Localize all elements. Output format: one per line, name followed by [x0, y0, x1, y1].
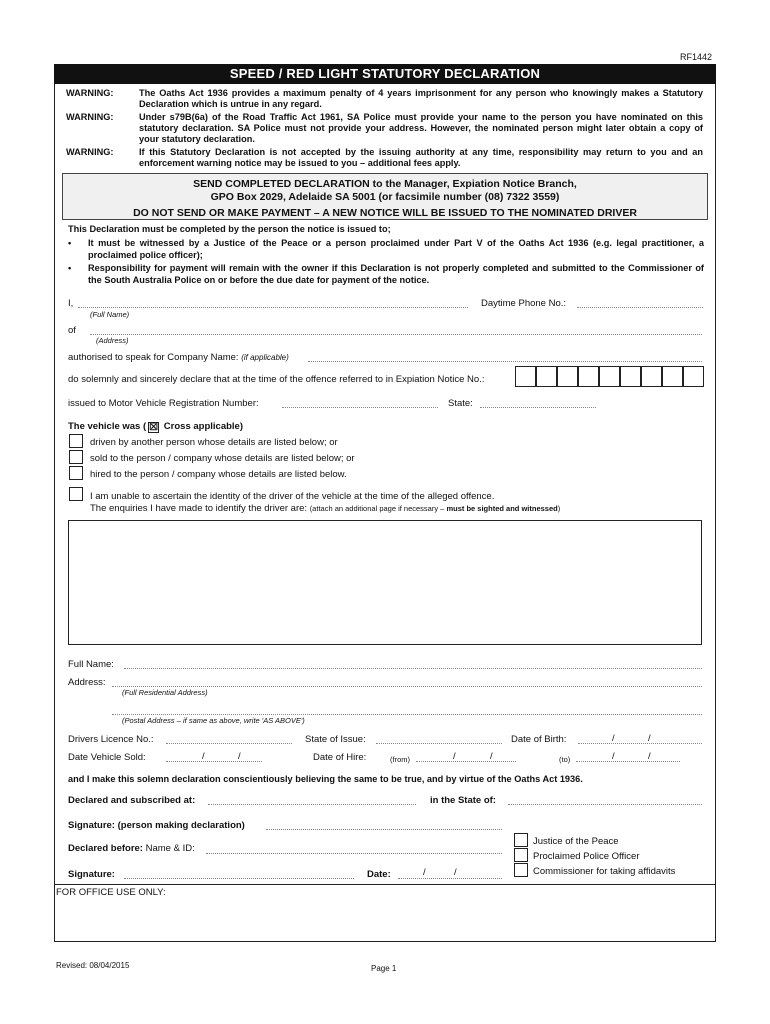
sold-to-label: sold to the person / company whose details are listed below; or — [90, 453, 355, 464]
declared-at-field[interactable] — [208, 804, 416, 805]
bullet-text: Responsibility for payment will remain with the owner if this Declaration is not properly completed and submitted to the Commissioner of the South Australia Police on or before the due date for payment of the notice. — [88, 263, 704, 285]
enquiries-label — [90, 503, 560, 514]
registration-field[interactable] — [282, 407, 438, 408]
office-use-divider — [54, 884, 716, 885]
cross-checkbox-icon: ☒ — [149, 422, 159, 433]
commissioner-checkbox[interactable] — [514, 863, 528, 877]
nominee-address-label: Address: — [68, 677, 106, 688]
expiation-digit-box-5[interactable] — [599, 366, 620, 387]
expiation-digit-box-2[interactable] — [536, 366, 557, 387]
i-label: I, — [68, 298, 74, 309]
witness-date-field[interactable] — [398, 878, 502, 879]
nominee-full-name-label: Full Name: — [68, 659, 114, 670]
warning-label-3: WARNING: — [66, 147, 114, 157]
hire-from-field[interactable] — [416, 761, 516, 762]
state-of-label: in the State of: — [430, 795, 496, 806]
full-address-hint: (Full Residential Address) — [122, 688, 208, 697]
vehicle-heading — [68, 421, 243, 433]
commissioner-label: Commissioner for taking affidavits — [533, 866, 676, 877]
vehicle-heading-pre: The vehicle was ( — [68, 421, 147, 432]
licence-field[interactable] — [166, 743, 292, 744]
bullet-icon: • — [68, 263, 72, 273]
enquiries-label-text: The enquiries I have made to identify the driver are: — [90, 503, 308, 514]
company-name-field[interactable] — [308, 361, 702, 362]
driven-by-checkbox[interactable] — [69, 434, 83, 448]
registration-label: issued to Motor Vehicle Registration Number: — [68, 398, 259, 409]
enquiries-note-bold: must be sighted and witnessed — [446, 504, 558, 513]
licence-label: Drivers Licence No.: — [68, 734, 154, 745]
daytime-phone-label: Daytime Phone No.: — [481, 298, 567, 309]
company-hint: (if applicable) — [241, 353, 289, 362]
enquiries-note-pre: (attach an additional page if necessary – — [309, 504, 445, 513]
nominee-full-name-field[interactable] — [124, 668, 702, 669]
expiation-digit-box-3[interactable] — [557, 366, 578, 387]
send-line-1: SEND COMPLETED DECLARATION to the Manager, Expiation Notice Branch, — [193, 178, 577, 190]
registration-state-field[interactable] — [480, 407, 596, 408]
bullet-item-responsibility — [68, 263, 704, 286]
address-field[interactable] — [90, 334, 702, 335]
police-officer-label: Proclaimed Police Officer — [533, 851, 640, 862]
expiation-digit-box-8[interactable] — [662, 366, 683, 387]
dob-slash-1: / — [612, 733, 615, 744]
state-of-field[interactable] — [508, 804, 702, 805]
page-number: Page 1 — [371, 964, 397, 973]
police-officer-checkbox[interactable] — [514, 848, 528, 862]
solemn-declaration-text: and I make this solemn declaration conscientiously believing the same to be true, and by virtue of the Oaths Act 1936. — [68, 774, 583, 784]
intro-text: This Declaration must be completed by the person the notice is issued to; — [68, 224, 391, 234]
state-of-issue-field[interactable] — [376, 743, 502, 744]
bullet-item-witness — [68, 238, 704, 261]
witness-date-label: Date: — [367, 869, 391, 880]
nominee-postal-address-field[interactable] — [112, 714, 702, 715]
dob-field[interactable] — [578, 743, 702, 744]
witness-date-slash-1: / — [423, 867, 426, 878]
warning-label-2: WARNING: — [66, 112, 114, 122]
hire-to-label: (to) — [559, 755, 571, 764]
nominee-address-field[interactable] — [112, 686, 702, 687]
postal-address-hint: (Postal Address – if same as above, write 'AS ABOVE') — [122, 716, 305, 725]
daytime-phone-field[interactable] — [577, 307, 703, 308]
name-id-label: Name & ID: — [145, 843, 195, 854]
hire-from-label: (from) — [390, 755, 410, 764]
witness-date-slash-2: / — [454, 867, 457, 878]
date-hire-label: Date of Hire: — [313, 752, 367, 763]
hire-to-field[interactable] — [576, 761, 680, 762]
form-code: RF1442 — [679, 52, 712, 62]
state-of-issue-label: State of Issue: — [305, 734, 366, 745]
send-line-2: GPO Box 2029, Adelaide SA 5001 (or facsimile number (08) 7322 3559) — [210, 191, 560, 203]
hired-to-checkbox[interactable] — [69, 466, 83, 480]
witness-signature-field[interactable] — [124, 878, 354, 879]
warning-label-1: WARNING: — [66, 88, 114, 98]
witness-signature-label: Signature: — [68, 869, 115, 880]
hire-from-slash-1: / — [453, 751, 456, 762]
declared-before-label — [68, 843, 195, 854]
send-instructions-box — [62, 173, 708, 220]
full-name-hint: (Full Name) — [90, 310, 130, 319]
address-hint: (Address) — [96, 336, 129, 345]
date-sold-label: Date Vehicle Sold: — [68, 752, 146, 763]
company-label-text: authorised to speak for Company Name: — [68, 352, 239, 363]
expiation-digit-box-7[interactable] — [641, 366, 662, 387]
dob-slash-2: / — [648, 733, 651, 744]
justice-of-peace-label: Justice of the Peace — [533, 836, 619, 847]
dob-label: Date of Birth: — [511, 734, 567, 745]
revised-date: Revised: 08/04/2015 — [56, 961, 130, 970]
date-sold-field[interactable] — [166, 761, 262, 762]
expiation-digit-box-1[interactable] — [515, 366, 536, 387]
expiation-label: do solemnly and sincerely declare that at the time of the offence referred to in Expiation Notice No.: — [68, 374, 485, 385]
bullet-text: It must be witnessed by a Justice of the Peace or a person proclaimed under Part V of the Oaths Act 1936 (e.g. legal practitioner, a proclaimed police officer); — [88, 238, 704, 260]
declared-before-text: Declared before: — [68, 843, 143, 854]
signature-maker-label: Signature: (person making declaration) — [68, 820, 245, 831]
sold-to-checkbox[interactable] — [69, 450, 83, 464]
state-label: State: — [448, 398, 473, 409]
bullet-icon: • — [68, 238, 72, 248]
hired-to-label: hired to the person / company whose details are listed below. — [90, 469, 347, 480]
driven-by-label: driven by another person whose details are listed below; or — [90, 437, 338, 448]
unable-to-identify-checkbox[interactable] — [69, 487, 83, 501]
witness-name-id-field[interactable] — [206, 853, 502, 854]
vehicle-heading-post: Cross applicable) — [161, 421, 243, 432]
enquiries-note-post: ) — [557, 504, 561, 513]
hire-from-slash-2: / — [490, 751, 493, 762]
date-sold-slash-2: / — [238, 751, 241, 762]
signature-maker-field[interactable] — [266, 829, 502, 830]
hire-to-slash-1: / — [612, 751, 615, 762]
warning-text-3: If this Statutory Declaration is not accepted by the issuing authority at any time, responsibility may return to you and an enforcement warning notice may be issued to you – additional fees apply. — [139, 147, 703, 168]
full-name-field[interactable] — [78, 307, 468, 308]
form-title: SPEED / RED LIGHT STATUTORY DECLARATION — [54, 64, 716, 84]
enquiries-textarea[interactable] — [68, 520, 702, 645]
do-not-send-notice: DO NOT SEND OR MAKE PAYMENT – A NEW NOTICE WILL BE ISSUED TO THE NOMINATED DRIVER — [133, 207, 637, 219]
declared-at-label: Declared and subscribed at: — [68, 795, 196, 806]
warning-text-2: Under s79B(6a) of the Road Traffic Act 1961, SA Police must provide your name to the person you have nominated on this statutory declaration. SA Police must not provide your address. However, the nominated person might later obtain a copy of your statutory declaration. — [139, 112, 703, 144]
unable-to-identify-label: I am unable to ascertain the identity of the driver of the vehicle at the time of the alleged offence. — [90, 491, 495, 502]
expiation-digit-box-6[interactable] — [620, 366, 641, 387]
expiation-digit-box-4[interactable] — [578, 366, 599, 387]
of-label: of — [68, 325, 76, 336]
warning-text-1: The Oaths Act 1936 provides a maximum penalty of 4 years imprisonment for any person who knowingly makes a Statutory Declaration which is untrue in any regard. — [139, 88, 703, 109]
office-use-label: FOR OFFICE USE ONLY: — [56, 887, 166, 898]
hire-to-slash-2: / — [648, 751, 651, 762]
enquiries-note — [310, 504, 561, 513]
justice-of-peace-checkbox[interactable] — [514, 833, 528, 847]
company-label — [68, 352, 289, 363]
date-sold-slash-1: / — [202, 751, 205, 762]
expiation-digit-box-9[interactable] — [683, 366, 704, 387]
